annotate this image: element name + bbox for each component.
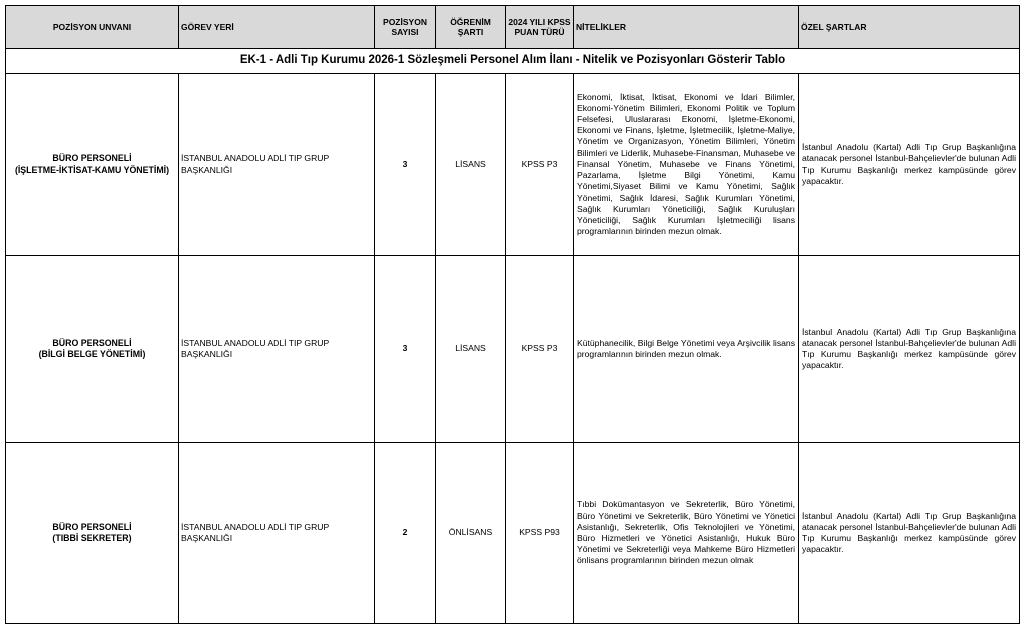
puan-turu-cell: KPSS P3 — [506, 74, 574, 256]
puan-turu-cell: KPSS P3 — [506, 256, 574, 443]
table-row — [6, 256, 1020, 443]
header-pozisyon-sayisi: POZİSYON SAYISI — [375, 6, 436, 49]
nitelikler-cell: Ekonomi, İktisat, İktisat, Ekonomi ve İdari Bilimler, Ekonomi-Yönetim Bilimleri, Ekonomi Politik ve Toplum Felsefesi, Uluslararası Ekonomi, İşletme-Ekonomi, Ekonomi ve Finans, İşletme, İşletmecilik, İşletme-Maliye, Yönetim ve Organizasyon, Yönetim Bilimleri, Yönetim Bilimleri ve Liderlik, Muhasebe-Finansman, Muhasebe ve Finansal Yönetim, Muhasebe ve Finans Yönetimi, Pazarlama, İşletme Bilgi Yönetimi, Kamu Yönetimi,Siyaset Bilimi ve Kamu Yönetimi, Sağlık Yönetimi, Sağlık İdaresi, Sağlık Kurumları Yönetimi, Sağlık Kurumları Yöneticiliği, Sağlık Kuruluşları Yöneticiliği, Sağlık Kurumları İşletmeciliği lisans programlarının birinden mezun olmak. — [574, 74, 799, 256]
ozel-sartlar-cell: İstanbul Anadolu (Kartal) Adli Tıp Grup Başkanlığına atanacak personel İstanbul-Bahçelievler'de bulunan Adli Tıp Kurumu Başkanlığı merkez kampüsünde görev yapacaktır. — [799, 74, 1020, 256]
ozel-sartlar-cell: İstanbul Anadolu (Kartal) Adli Tıp Grup Başkanlığına atanacak personel İstanbul-Bahçelievler'de bulunan Adli Tıp Kurumu Başkanlığı merkez kampüsünde görev yapacaktır. — [799, 443, 1020, 624]
gorev-yeri-cell: İSTANBUL ANADOLU ADLİ TIP GRUP BAŞKANLIĞI — [179, 443, 375, 624]
positions-table — [5, 5, 1020, 624]
table-row — [6, 443, 1020, 624]
gorev-yeri-cell: İSTANBUL ANADOLU ADLİ TIP GRUP BAŞKANLIĞI — [179, 74, 375, 256]
pozisyon-alani: (İŞLETME-İKTİSAT-KAMU YÖNETİMİ) — [14, 164, 170, 175]
ogrenim-sarti-cell: LİSANS — [436, 256, 506, 443]
header-pozisyon-unvani: POZİSYON UNVANI — [6, 6, 179, 49]
header-ogrenim-sarti: ÖĞRENİM ŞARTI — [436, 6, 506, 49]
document-sheet — [5, 5, 1019, 625]
pozisyon-sayisi-cell: 3 — [375, 74, 436, 256]
ogrenim-sarti-cell: ÖNLİSANS — [436, 443, 506, 624]
pozisyon-alani: (TIBBİ SEKRETER) — [52, 533, 132, 543]
gorev-yeri-cell: İSTANBUL ANADOLU ADLİ TIP GRUP BAŞKANLIĞI — [179, 256, 375, 443]
pozisyon-unvani-cell — [6, 74, 179, 256]
table-row — [6, 74, 1020, 256]
nitelikler-cell: Kütüphanecilik, Bilgi Belge Yönetimi veya Arşivcilik lisans programlarının birinden mezun olmak. — [574, 256, 799, 443]
pozisyon-sayisi-cell: 2 — [375, 443, 436, 624]
header-ozel-sartlar: ÖZEL ŞARTLAR — [799, 6, 1020, 49]
ozel-sartlar-cell: İstanbul Anadolu (Kartal) Adli Tıp Grup Başkanlığına atanacak personel İstanbul-Bahçelievler'de bulunan Adli Tıp Kurumu Başkanlığı merkez kampüsünde görev yapacaktır. — [799, 256, 1020, 443]
ogrenim-sarti-cell: LİSANS — [436, 74, 506, 256]
pozisyon-unvani-cell — [6, 443, 179, 624]
header-gorev-yeri: GÖREV YERİ — [179, 6, 375, 49]
header-row — [6, 6, 1020, 49]
header-nitelikler: NİTELİKLER — [574, 6, 799, 49]
nitelikler-cell: Tıbbi Dokümantasyon ve Sekreterlik, Büro Yönetimi, Büro Yönetimi ve Sekreterlik, Büro Yönetimi ve Yönetici Asistanlığı, Sekreterlik, Ofis Teknolojileri ve Yönetimi, Büro Hizmetleri ve Yönetici Asistanlığı, Hukuk Büro Yönetimi ve Sekreterliği veya Mahkeme Büro Hizmetleri önlisans programlarının birinden mezun olmak — [574, 443, 799, 624]
pozisyon-sayisi-cell: 3 — [375, 256, 436, 443]
pozisyon-unvani: BÜRO PERSONELİ — [52, 521, 132, 532]
puan-turu-cell: KPSS P93 — [506, 443, 574, 624]
pozisyon-unvani-cell — [6, 256, 179, 443]
pozisyon-unvani: BÜRO PERSONELİ — [52, 153, 132, 164]
pozisyon-alani: (BİLGİ BELGE YÖNETİMİ) — [38, 349, 146, 359]
table-title: EK-1 - Adli Tıp Kurumu 2026-1 Sözleşmeli Personel Alım İlanı - Nitelik ve Pozisyonları Gösterir Tablo — [6, 49, 1020, 74]
header-kpss-puan-turu: 2024 YILI KPSS PUAN TÜRÜ — [506, 6, 574, 49]
pozisyon-unvani: BÜRO PERSONELİ — [52, 337, 132, 348]
